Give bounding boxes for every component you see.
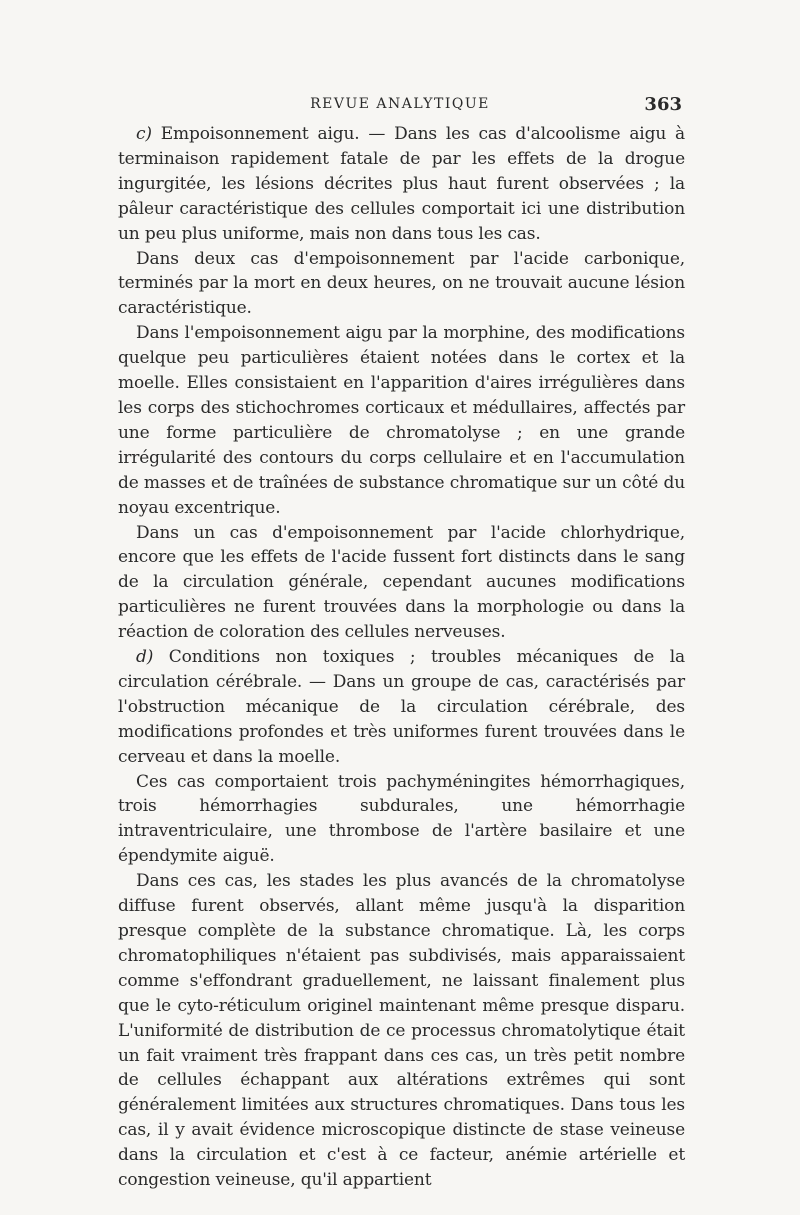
page-header bbox=[118, 94, 682, 120]
paragraph bbox=[118, 645, 685, 770]
paragraph bbox=[118, 321, 685, 520]
paragraph-text: Empoisonnement aigu. — Dans les cas d'alcoolisme aigu à terminaison rapidement fatale de par les effets de la drogue ingurgitée, les lésions décrites plus haut furent observées ; la pâleur caractéristique des cellules comportait ici une distribution un peu plus uniforme, mais non dans tous les cas. bbox=[118, 124, 685, 244]
paragraph-text: Dans deux cas d'empoisonnement par l'acide carbonique, terminés par la mort en deux heures, on ne trouvait aucune lésion caractéristique. bbox=[118, 248, 685, 319]
subsection-marker: d) bbox=[136, 647, 154, 668]
page-number: 363 bbox=[644, 94, 682, 115]
body-text bbox=[118, 122, 685, 1193]
subsection-marker: c) bbox=[136, 124, 152, 144]
paragraph bbox=[118, 869, 685, 1193]
running-head: REVUE ANALYTIQUE bbox=[310, 96, 490, 112]
paragraph-text: Conditions non toxiques ; troubles mécaniques de la circulation cérébrale. — Dans un groupe de cas, caractérisés par l'obstruction mécanique de la circulation cérébrale, des modifications profondes et très uniformes furent trouvées dans le cerveau et dans la moelle. bbox=[118, 647, 685, 767]
paragraph-text: Dans ces cas, les stades les plus avancés de la chromatolyse diffuse furent observés, allant même jusqu'à la disparition presque complète de la substance chromatique. Là, les corps chromatophiliques n'étaient pas subdivisés, mais apparaissaient comme s'effondrant graduellement, ne laissant finalement plus que le cyto-réticulum originel maintenant même presque disparu. L'uniformité de distribution de ce processus chromatolytique était un fait vraiment très frappant dans ces cas, un très petit nombre de cellules échappant aux altérations extrêmes qui sont généralement limitées aux structures chromatiques. Dans tous les cas, il y avait évidence microscopique distincte de stase veineuse dans la circulation et c'est à ce facteur, anémie artérielle et congestion veineuse, qu'il appartient bbox=[118, 871, 685, 1191]
paragraph bbox=[118, 521, 685, 646]
paragraph bbox=[118, 122, 685, 247]
paragraph-text: Ces cas comportaient trois pachyméningites hémorrhagiques, trois hémorrhagies subdurales, une hémorrhagie intraventriculaire, une thrombose de l'artère basilaire et une épendymite aiguë. bbox=[118, 771, 685, 867]
paragraph-text: Dans un cas d'empoisonnement par l'acide chlorhydrique, encore que les effets de l'acide fussent fort distincts dans le sang de la circulation générale, cependant aucunes modifications particulières ne furent trouvées dans la morphologie ou dans la réaction de coloration des cellules nerveuses. bbox=[118, 522, 685, 643]
paragraph bbox=[118, 247, 685, 322]
paragraph bbox=[118, 770, 685, 870]
paragraph-text: Dans l'empoisonnement aigu par la morphine, des modifications quelque peu particulières étaient notées dans le cortex et la moelle. Elles consistaient en l'apparition d'aires irrégulières dans les corps des stichochromes corticaux et médullaires, affectés par une forme particulière de chromatolyse ; en une grande irrégularité des contours du corps cellulaire et en l'accumulation de masses et de traînées de substance chromatique sur un côté du noyau excentrique. bbox=[118, 323, 685, 518]
